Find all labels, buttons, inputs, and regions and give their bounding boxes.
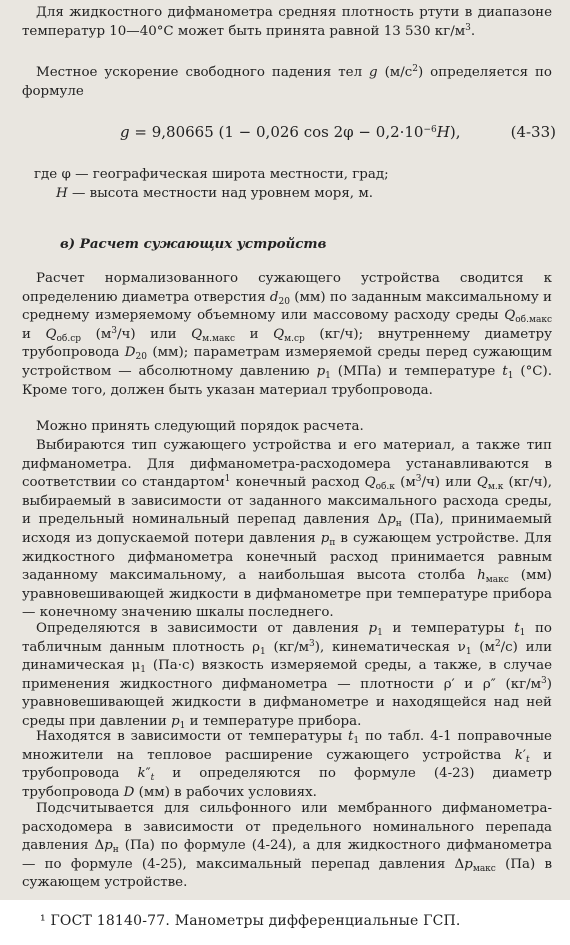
where-height: H — высота местности над уровнем моря, м. xyxy=(56,186,373,201)
formula-number: (4-33) xyxy=(510,123,556,141)
paragraph-correction-factors: Находятся в зависимости от температуры $t_1$ по табл. 4-1 поправочные множители на тепловое расширение сужающего устройства $k'_t$ и трубопровода $k''_t$ и определяются по формуле (4-23) диаметр трубопровода D (мм) в рабочих условиях. xyxy=(22,729,552,800)
paragraph-gravity-intro: Местное ускорение свободного падения тел g $(м/с^2)$ определяется по формуле xyxy=(22,64,552,99)
paragraph-calculation-overview: Расчет нормализованного сужающего устройства сводится к определению диаметра отверстия $d_{20}$ (мм) по заданным максимальному и среднему измеряемому объемному или массовому расходу среды $Q_{об.макс}$ и $Q_{об.ср}$ $(м^3/ч)$ или $Q_{м.макс}$ и $Q_{м.ср}$ (кг/ч); внутреннему диаметру трубопровода $D_{20}$ (мм); параметрам измеряемой среды перед сужающим устройством — абсолютному давлению $p_1$ (МПа) и температуре $t_1$ (°С). Кроме того, должен быть указан материал трубопровода. xyxy=(22,271,552,398)
paragraph-density-viscosity: Определяются в зависимости от давления $p_1$ и температуры $t_1$ по табличным данным плотность $\rho_1$ $(кг/м^3)$, кинематическая $\nu_1$ $(м^2/с)$ или динамическая $\mu_1$ (Па·с) вязкость измеряемой среды, а также, в случае применения жидкостного дифманометра — плотности ρ′ и ρ″ $(кг/м^3)$ уравновешивающей жидкости в дифманометре и находящейся над ней среды при давлении $p_1$ и температуре прибора. xyxy=(22,621,552,731)
where-latitude: где φ — географическая широта местности, град; xyxy=(34,167,389,182)
footnote: ¹ ГОСТ 18140-77. Манометры дифференциальные ГСП. xyxy=(40,913,461,929)
paragraph-device-selection: Выбираются тип сужающего устройства и его материал, а также тип дифманометра. Для дифманометра-расходомера устанавливаются в соответствии со стандартом$^1$ конечный расход $Q_{об.к}$ $(м^3/ч)$ или $Q_{м.к}$ (кг/ч), выбираемый в зависимости от заданного максимального расхода среды, и предельный номинальный перепад давления $\Delta p_н$ (Па), принимаемый исходя из допускаемой потери давления $p_п$ в сужающем устройстве. Для жидкостного дифманометра конечный расход принимается равным заданному максимальному, а наибольшая высота столба $h_{макс}$ (мм) уравновешивающей жидкости в дифманометре при температуре прибора — конечному значению шкалы последнего. xyxy=(22,438,553,621)
paragraph-order: Можно принять следующий порядок расчета. xyxy=(36,419,364,434)
formula-expression: g = 9,80665 (1 − 0,026 $\cos 2\varphi - 0,2\cdot 10^{-6}H$), xyxy=(120,123,461,141)
section-heading: в) Расчет сужающих устройств xyxy=(60,236,327,252)
paragraph-max-pressure-drop: Подсчитывается для сильфонного или мембранного дифманометра-расходомера в зависимости от предельного номинального перепада давления $\Delta p_н$ (Па) по формуле (4-24), а для жидкостного дифманометра — по формуле (4-25), максимальный перепад давления $\Delta p_{макс}$ (Па) в сужающем устройстве. xyxy=(22,801,552,891)
paragraph-mercury-density: Для жидкостного дифманометра средняя плотность ртути в диапазоне температур 10—40°С может быть принята равной 13 530 $кг/м^3$. xyxy=(22,5,552,39)
